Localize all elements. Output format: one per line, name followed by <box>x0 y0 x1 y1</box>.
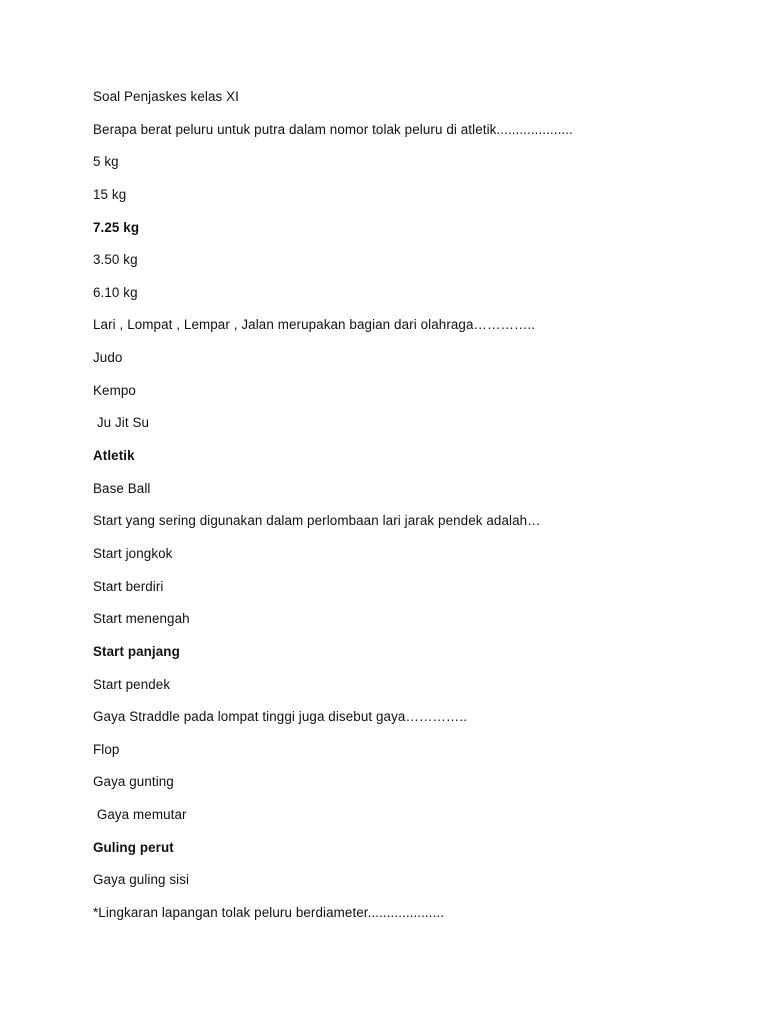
question-1-answer: 7.25 kg <box>93 219 140 235</box>
question-3-option: Start jongkok <box>93 545 173 561</box>
question-1: Berapa berat peluru untuk putra dalam nomor tolak peluru di atletik.................... <box>93 121 573 137</box>
question-4-answer: Guling perut <box>93 839 174 855</box>
question-4-option: Flop <box>93 741 120 757</box>
question-4-option: Gaya gunting <box>93 774 174 790</box>
question-4: Gaya Straddle pada lompat tinggi juga disebut gaya………….. <box>93 709 468 725</box>
question-3: Start yang sering digunakan dalam perlombaan lari jarak pendek adalah… <box>93 513 541 529</box>
question-2-option: Base Ball <box>93 480 151 496</box>
question-1-option: 15 kg <box>93 186 127 202</box>
question-3-answer: Start panjang <box>93 643 180 659</box>
question-4-option: Gaya memutar <box>93 807 187 823</box>
question-1-option: 3.50 kg <box>93 252 138 268</box>
question-1-option: 5 kg <box>93 154 119 170</box>
question-5: *Lingkaran lapangan tolak peluru berdiameter.................... <box>93 905 445 921</box>
question-2-option: Judo <box>93 350 123 366</box>
question-3-option: Start menengah <box>93 611 190 627</box>
question-4-option: Gaya guling sisi <box>93 872 190 888</box>
document-title: Soal Penjaskes kelas XI <box>93 89 239 104</box>
question-2-option: Kempo <box>93 382 136 398</box>
question-2-option: Ju Jit Su <box>93 415 150 431</box>
question-3-option: Start berdiri <box>93 578 164 594</box>
question-2: Lari , Lompat , Lempar , Jalan merupakan bagian dari olahraga………….. <box>93 317 536 333</box>
question-2-answer: Atletik <box>93 448 135 464</box>
question-3-option: Start pendek <box>93 676 171 692</box>
question-1-option: 6.10 kg <box>93 284 138 300</box>
document-body <box>93 87 713 936</box>
